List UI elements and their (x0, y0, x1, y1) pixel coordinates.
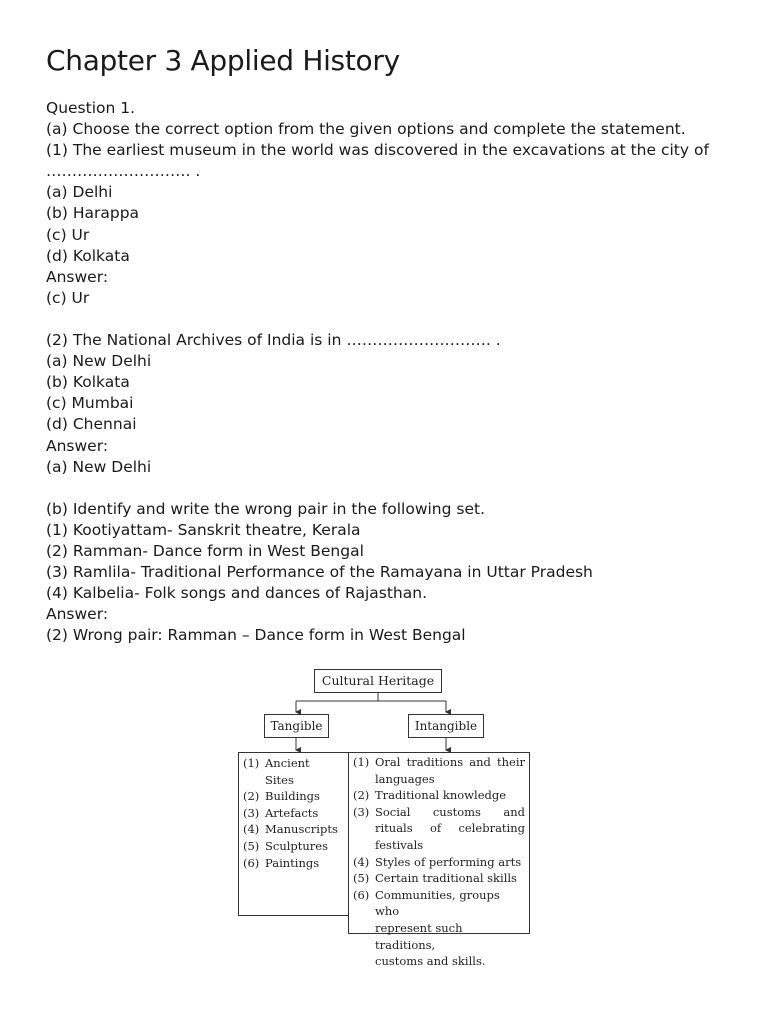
pair-3: (3) Ramlila- Traditional Performance of the Ramayana in Uttar Pradesh (46, 563, 593, 582)
intangible-item-text (375, 804, 525, 854)
intangible-item-line: Oral traditions and their (375, 755, 525, 769)
q1-answer: (c) Ur (46, 288, 90, 307)
intangible-item-number: (2) (353, 788, 370, 803)
q2-answer-label: Answer: (46, 436, 109, 455)
tangible-item (243, 755, 347, 788)
intangible-item-line: Traditional knowledge (375, 788, 507, 803)
intangible-item-line: rituals of celebrating (375, 821, 525, 836)
intangible-item (353, 754, 525, 787)
tangible-item (243, 788, 347, 805)
part-b-instruction: (b) Identify and write the wrong pair in the following set. (46, 499, 486, 518)
page-title: Chapter 3 Applied History (46, 44, 400, 77)
q1-option-d: (d) Kolkata (46, 246, 130, 265)
intangible-item-text (375, 870, 525, 887)
tangible-item-text (265, 855, 347, 872)
tangible-item-number: (3) (243, 805, 260, 820)
tangible-item-line: Buildings (265, 789, 320, 804)
tangible-item-line: Ancient (265, 756, 310, 770)
tangible-item (243, 838, 347, 855)
tangible-item-number: (6) (243, 855, 260, 870)
intangible-item-line: Social customs and (375, 804, 525, 819)
part-b-answer-label: Answer: (46, 605, 109, 624)
tangible-box: Tangible (264, 714, 329, 738)
intangible-item-number: (1) (353, 755, 370, 769)
intangible-item-line: customs and skills. (375, 954, 486, 969)
tangible-item (243, 855, 347, 872)
intangible-item-text (375, 787, 525, 804)
q2-option-a: (a) New Delhi (46, 352, 152, 371)
intangible-item (353, 870, 525, 887)
tangible-item (243, 805, 347, 822)
tangible-item-number: (4) (243, 822, 260, 837)
intangible-item-line: Communities, groups who (375, 887, 500, 919)
q1-answer-label: Answer: (46, 267, 109, 286)
tangible-item-number: (2) (243, 789, 260, 804)
intangible-list (348, 752, 530, 969)
intangible-item-line: Styles of performing arts (375, 854, 522, 869)
intangible-item-line: festivals (375, 837, 424, 852)
tangible-item-text (265, 788, 347, 805)
intangible-item-line: Certain traditional skills (375, 871, 517, 886)
tangible-item-text (265, 821, 347, 838)
tangible-list (238, 752, 352, 916)
tangible-item-text (265, 838, 347, 855)
q2-option-c: (c) Mumbai (46, 394, 134, 413)
q1-option-a: (a) Delhi (46, 183, 113, 202)
cultural-heritage-box: Cultural Heritage (314, 669, 442, 693)
intangible-item (353, 787, 525, 804)
pair-1: (1) Kootiyattam- Sanskrit theatre, Kerala (46, 520, 361, 539)
intangible-box: Intangible (408, 714, 484, 738)
tangible-item (243, 821, 347, 838)
cultural-heritage-diagram (230, 660, 536, 969)
part-b-answer: (2) Wrong pair: Ramman – Dance form in West Bengal (46, 626, 466, 645)
intangible-item-text (375, 854, 525, 871)
intangible-item-text (375, 754, 525, 787)
tangible-item-line: Sculptures (265, 838, 328, 853)
q2-statement: (2) The National Archives of India is in ………………………. . (46, 331, 501, 350)
q2-answer: (a) New Delhi (46, 457, 152, 476)
tangible-item-number: (1) (243, 756, 260, 770)
intangible-item (353, 887, 525, 970)
tangible-item-line: Sites (265, 772, 294, 787)
pair-2: (2) Ramman- Dance form in West Bengal (46, 541, 364, 560)
pair-4: (4) Kalbelia- Folk songs and dances of Rajasthan. (46, 584, 427, 603)
part-a-instruction: (a) Choose the correct option from the given options and complete the statement. (46, 120, 686, 139)
intangible-item-number: (3) (353, 804, 370, 819)
q1-option-c: (c) Ur (46, 225, 90, 244)
intangible-item-number: (4) (353, 854, 370, 869)
q1-blank: ………………………. . (46, 162, 201, 181)
q1-option-b: (b) Harappa (46, 204, 140, 223)
intangible-item (353, 804, 525, 854)
question-heading: Question 1. (46, 99, 136, 117)
tangible-item-text (265, 805, 347, 822)
tangible-item-line: Paintings (265, 855, 320, 870)
q1-statement: (1) The earliest museum in the world was discovered in the excavations at the city of (46, 141, 709, 160)
intangible-item (353, 854, 525, 871)
tangible-item-line: Manuscripts (265, 822, 338, 837)
tangible-item-text (265, 755, 347, 788)
intangible-item-line: represent such traditions, (375, 920, 463, 952)
intangible-item-number: (5) (353, 871, 370, 886)
tangible-item-number: (5) (243, 838, 260, 853)
intangible-item-text (375, 887, 525, 970)
intangible-item-line: languages (375, 771, 435, 786)
tangible-item-line: Artefacts (265, 805, 319, 820)
question-content (46, 98, 736, 646)
intangible-item-number: (6) (353, 887, 370, 902)
q2-option-b: (b) Kolkata (46, 373, 130, 392)
q2-option-d: (d) Chennai (46, 415, 137, 434)
